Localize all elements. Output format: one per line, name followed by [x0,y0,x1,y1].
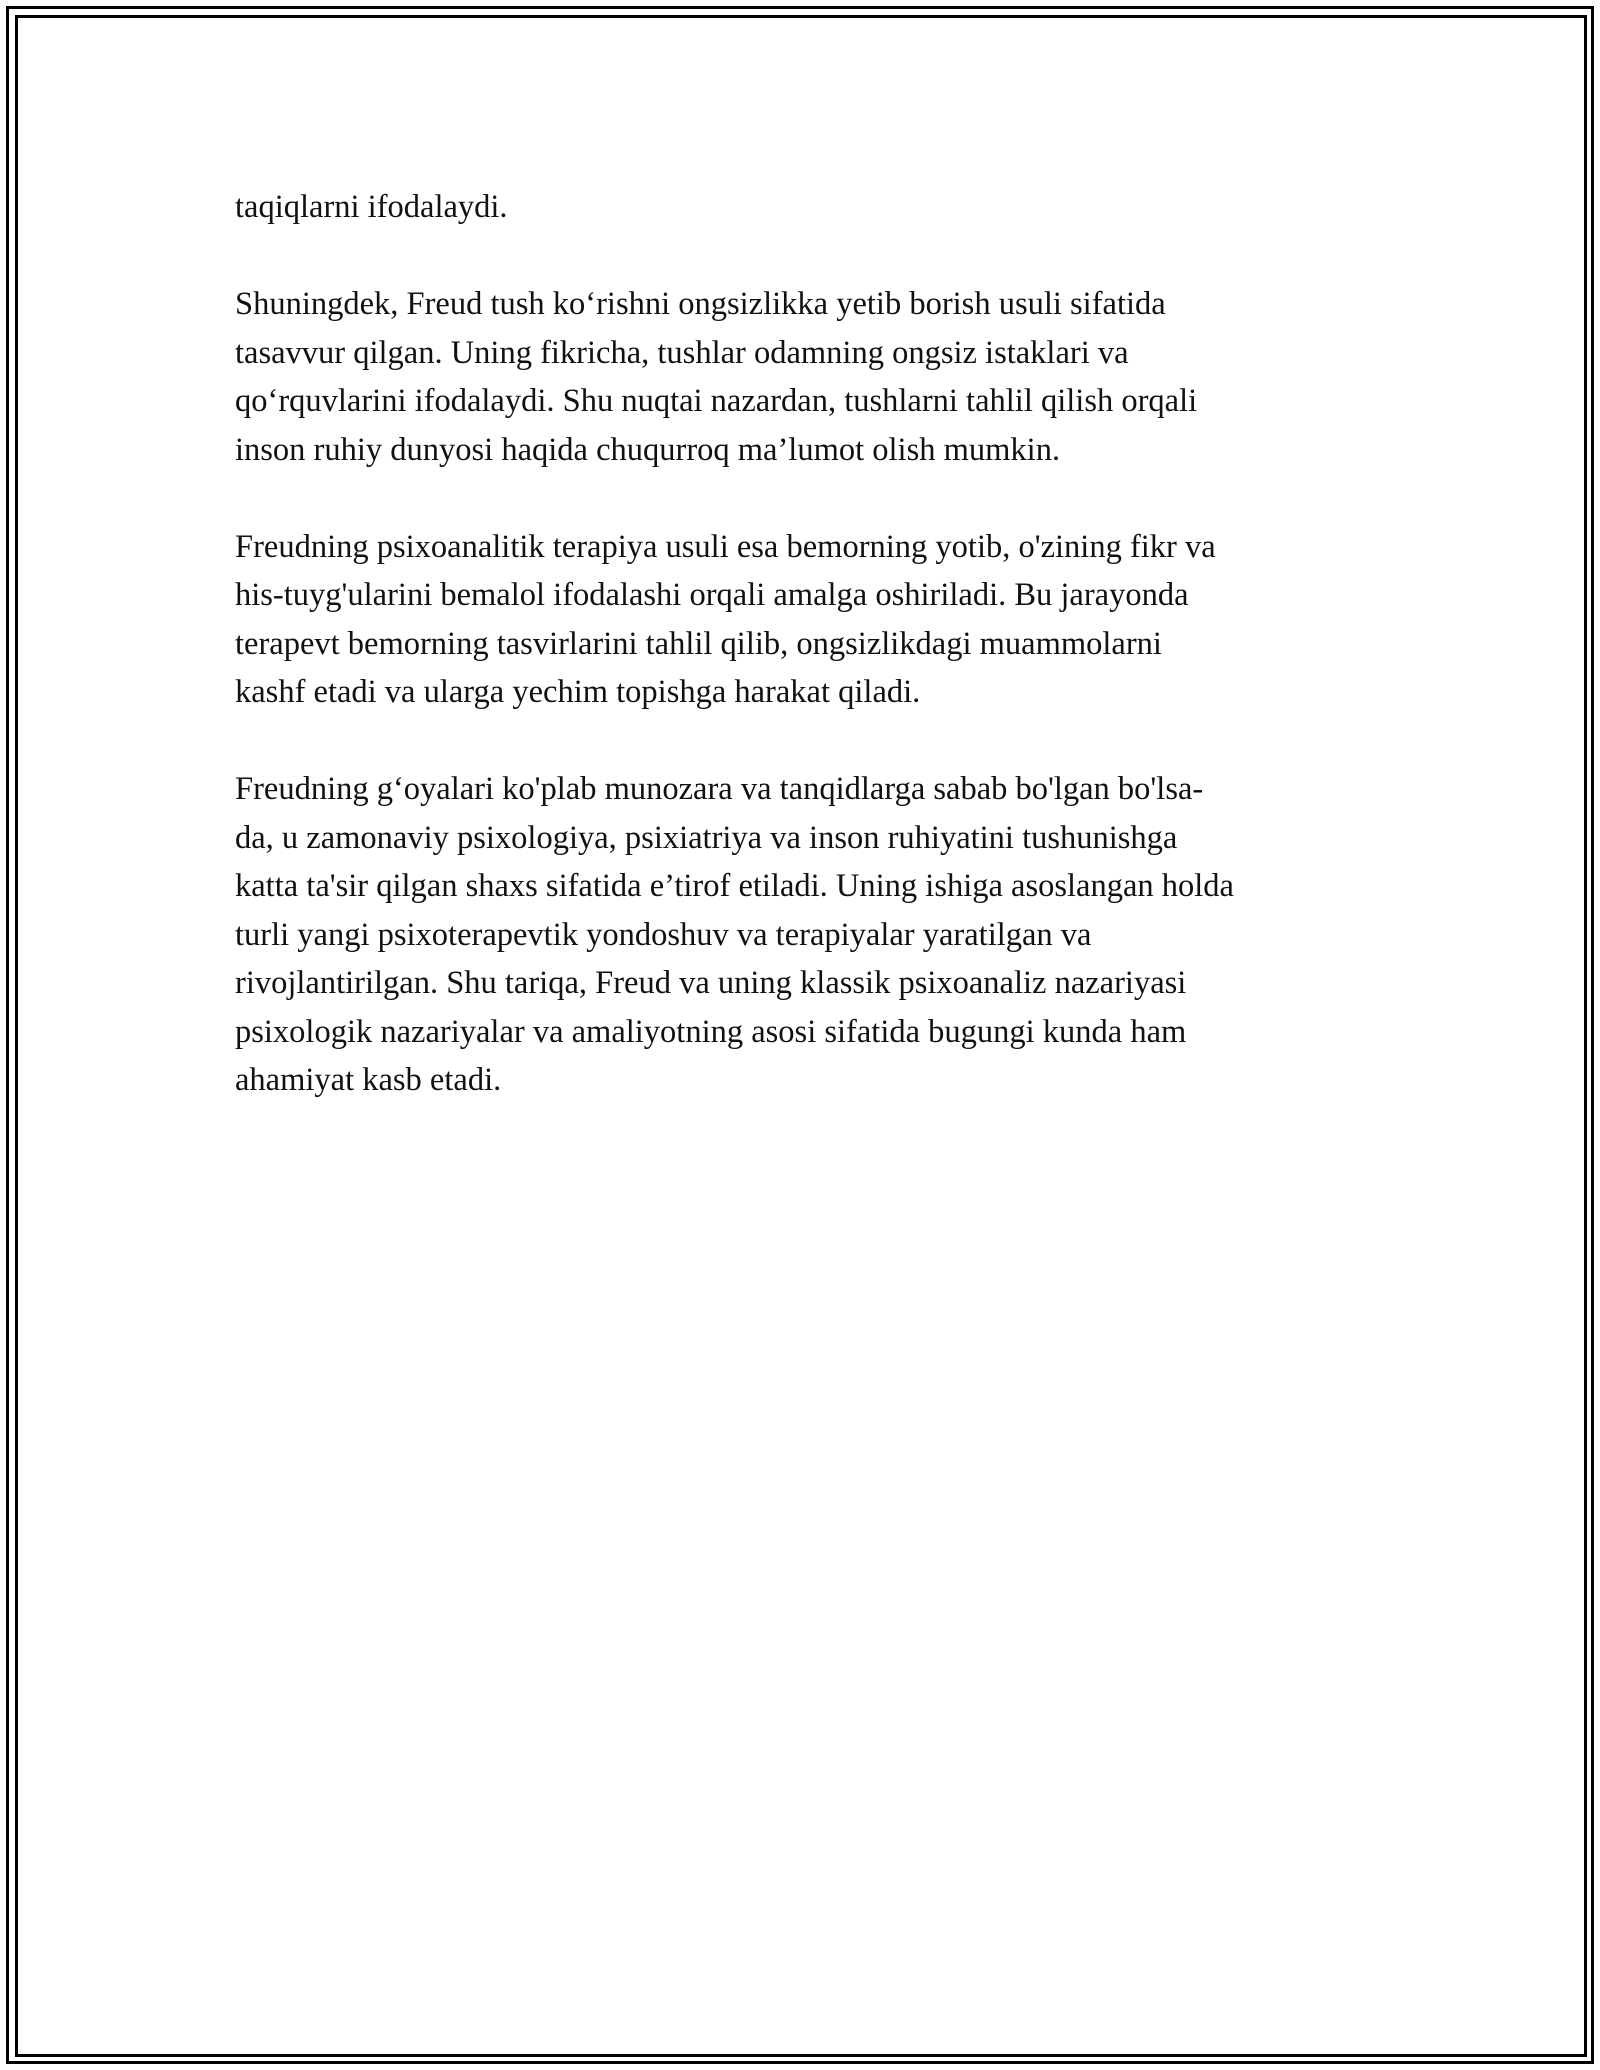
paragraph-4: Freudning g‘oyalari ko'plab munozara va tanqidlarga sabab bo'lgan bo'lsa- da, u zamonaviy psixologiya, psixiatriya va inson ruhiyatini tushunishga katta ta'sir qilgan shaxs sifatida e’tirof etiladi. Uning ishiga asoslangan holda turli yangi psixoterapevtik yondoshuv va terapiyalar yaratilgan va rivojlantirilgan. Shu tariqa, Freud va uning klassik psixoanaliz nazariyasi psixologik nazariyalar va amaliyotning asosi sifatida bugungi kunda ham ahamiyat kasb etadi. [235,771,1234,1098]
document-body [235,183,1375,1153]
paragraph-2: Shuningdek, Freud tush ko‘rishni ongsizlikka yetib borish usuli sifatida tasavvur qilgan. Uning fikricha, tushlar odamning ongsiz istaklari va qo‘rquvlarini ifodalaydi. Shu nuqtai nazardan, tushlarni tahlil qilish orqali inson ruhiy dunyosi haqida chuqurroq ma’lumot olish mumkin. [235,286,1198,468]
paragraph-3: Freudning psixoanalitik terapiya usuli esa bemorning yotib, o'zining fikr va his-tuyg'ularini bemalol ifodalashi orqali amalga oshiriladi. Bu jarayonda terapevt bemorning tasvirlarini tahlil qilib, ongsizlikdagi muammolarni kashf etadi va ularga yechim topishga harakat qiladi. [235,528,1216,710]
paragraph-1: taqiqlarni ifodalaydi. [235,189,508,225]
